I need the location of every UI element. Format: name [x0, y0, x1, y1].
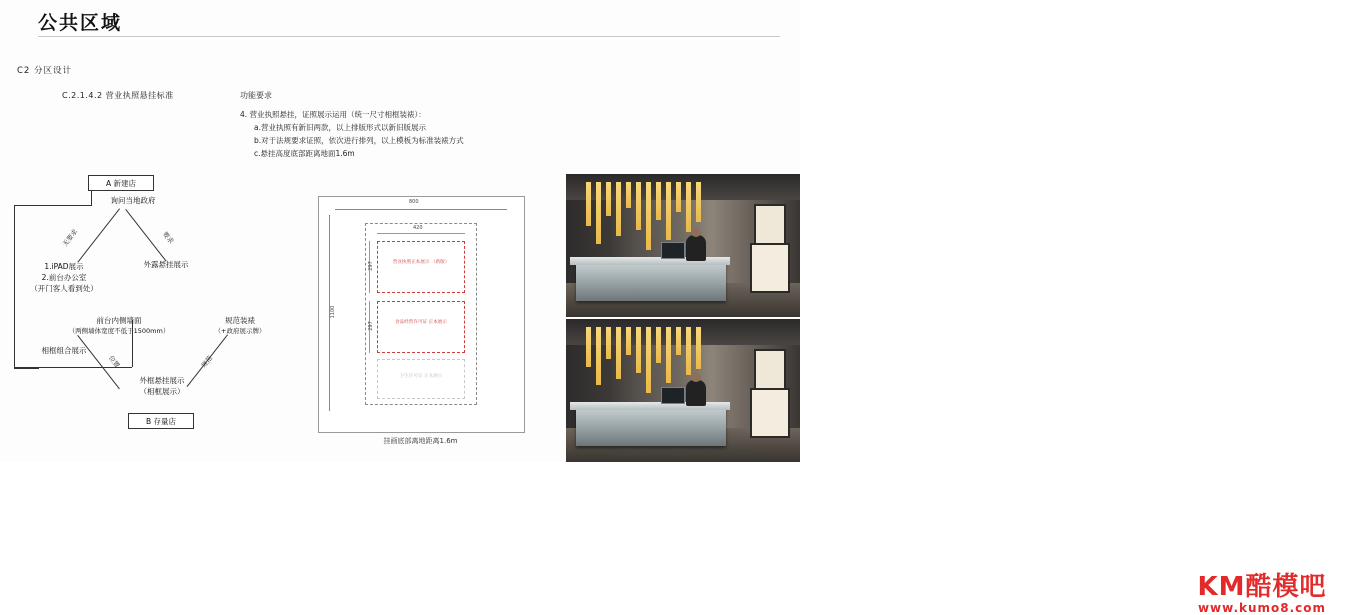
- diagram-edge: [77, 208, 120, 262]
- photo-lobby-view-2: [566, 319, 800, 462]
- reception-counter: [576, 404, 726, 446]
- diagram-node-line: （两侧墙体宽度不低于1500mm）: [68, 327, 170, 335]
- diagram-node-line: 前台内侧墙面: [96, 316, 142, 325]
- diagram-node-line: 外框悬挂展示: [139, 376, 185, 385]
- diagram-node-line: （+政府展示牌）: [214, 327, 266, 335]
- photo-group: [566, 174, 1327, 615]
- diagram-node-line: 规范装裱: [225, 316, 255, 325]
- cert-box-food-permit: [377, 301, 465, 353]
- dim-line-top: [335, 209, 507, 210]
- watermark: [1162, 566, 1362, 615]
- staff-figure: [686, 235, 706, 261]
- diagram-edge-label-requirement: 要求: [160, 230, 176, 246]
- requirements-body: [240, 108, 540, 160]
- cert-label: 营业执照正本展示 （新版）: [392, 260, 450, 265]
- diagram-node-frame-combo: 相框组合展示: [41, 346, 87, 355]
- dim-label-seg1: 297: [368, 261, 374, 271]
- requirement-line: c.悬挂高度底部距离地面1.6m: [254, 149, 355, 158]
- diagram-edge-label-no-requirement: 无要求: [60, 227, 80, 248]
- wall-frame-upper: [754, 349, 786, 391]
- requirement-line: 4. 营业执照悬挂，证照展示运用（统一尺寸相框装裱）：: [240, 110, 426, 119]
- requirements-heading: 功能要求: [240, 91, 272, 100]
- cert-label: 食品经营许可证 正本展示: [395, 320, 447, 325]
- requirement-line: b.对于法规要求证照，依次进行排列，以上模板为标准装裱方式: [254, 136, 464, 145]
- diagram-node-line: 2.前台办公室: [41, 273, 87, 282]
- dim-label-height-1100: 1100: [330, 305, 336, 319]
- counter-monitor: [661, 387, 685, 404]
- section-subcode: C.2.1.4.2 营业执照悬挂标准: [62, 91, 174, 100]
- diagram-node-line: （开门客人看到处）: [30, 284, 98, 293]
- title-divider: [38, 36, 780, 37]
- diagram-node-ipad-display: [18, 261, 110, 294]
- counter-monitor: [661, 242, 685, 259]
- diagram-node-line: 1.iPAD展示: [44, 262, 84, 271]
- diagram-edge-label-position: 位置: [106, 354, 122, 370]
- wall-frame-upper: [754, 204, 786, 246]
- reception-counter-top: [570, 257, 730, 265]
- diagram-edge-label-standard: 规范: [199, 354, 215, 370]
- photo-caption: 横/坚营业执照+食品经营许可证+卫生许可证: [612, 449, 754, 457]
- diagram-node-front-desk-wall: [58, 315, 180, 337]
- flow-diagram: [10, 175, 300, 450]
- diagram-node-standard-framing: [192, 315, 288, 337]
- diagram-node-outer-frame-display: [116, 375, 208, 397]
- page-title: 公共区域: [38, 12, 123, 34]
- watermark-url: www.kumo8.com: [1197, 601, 1327, 615]
- staff-figure: [686, 380, 706, 406]
- diagram-node-line: （相框展示）: [139, 387, 185, 396]
- reception-counter-top: [570, 402, 730, 410]
- wall-frame-lower: [750, 388, 790, 438]
- dim-label-width-420: 420: [413, 225, 423, 231]
- dim-label-width-800: 800: [409, 199, 419, 205]
- reception-counter: [576, 259, 726, 301]
- drawing-caption: 挂画底部离地距离1.6m: [383, 437, 458, 445]
- wall-frame-lower: [750, 243, 790, 293]
- diagram-edge: [14, 205, 92, 206]
- section-code: C2 分区设计: [17, 66, 73, 76]
- diagram-node-exposed-display: 外露悬挂展示: [143, 260, 189, 269]
- cert-label: 卫生许可证 正本展示: [399, 374, 443, 379]
- diagram-node-existing-store: B 存量店: [128, 413, 194, 429]
- diagram-node-new-store: A 新建店: [88, 175, 154, 191]
- photo-lobby-view-1: [566, 174, 800, 317]
- dim-label-seg2: 297: [368, 321, 374, 331]
- watermark-text: KM酷模吧: [1197, 572, 1327, 602]
- dim-line-inner-top: [377, 233, 465, 234]
- requirement-line: a.营业执照有新旧两款，以上排版形式以新旧版展示: [254, 123, 426, 132]
- diagram-label-ask-gov: 询问当地政府: [110, 196, 156, 205]
- cert-box-health-permit: [377, 359, 465, 399]
- cert-box-business-license: [377, 241, 465, 293]
- elevation-drawing: [318, 196, 525, 433]
